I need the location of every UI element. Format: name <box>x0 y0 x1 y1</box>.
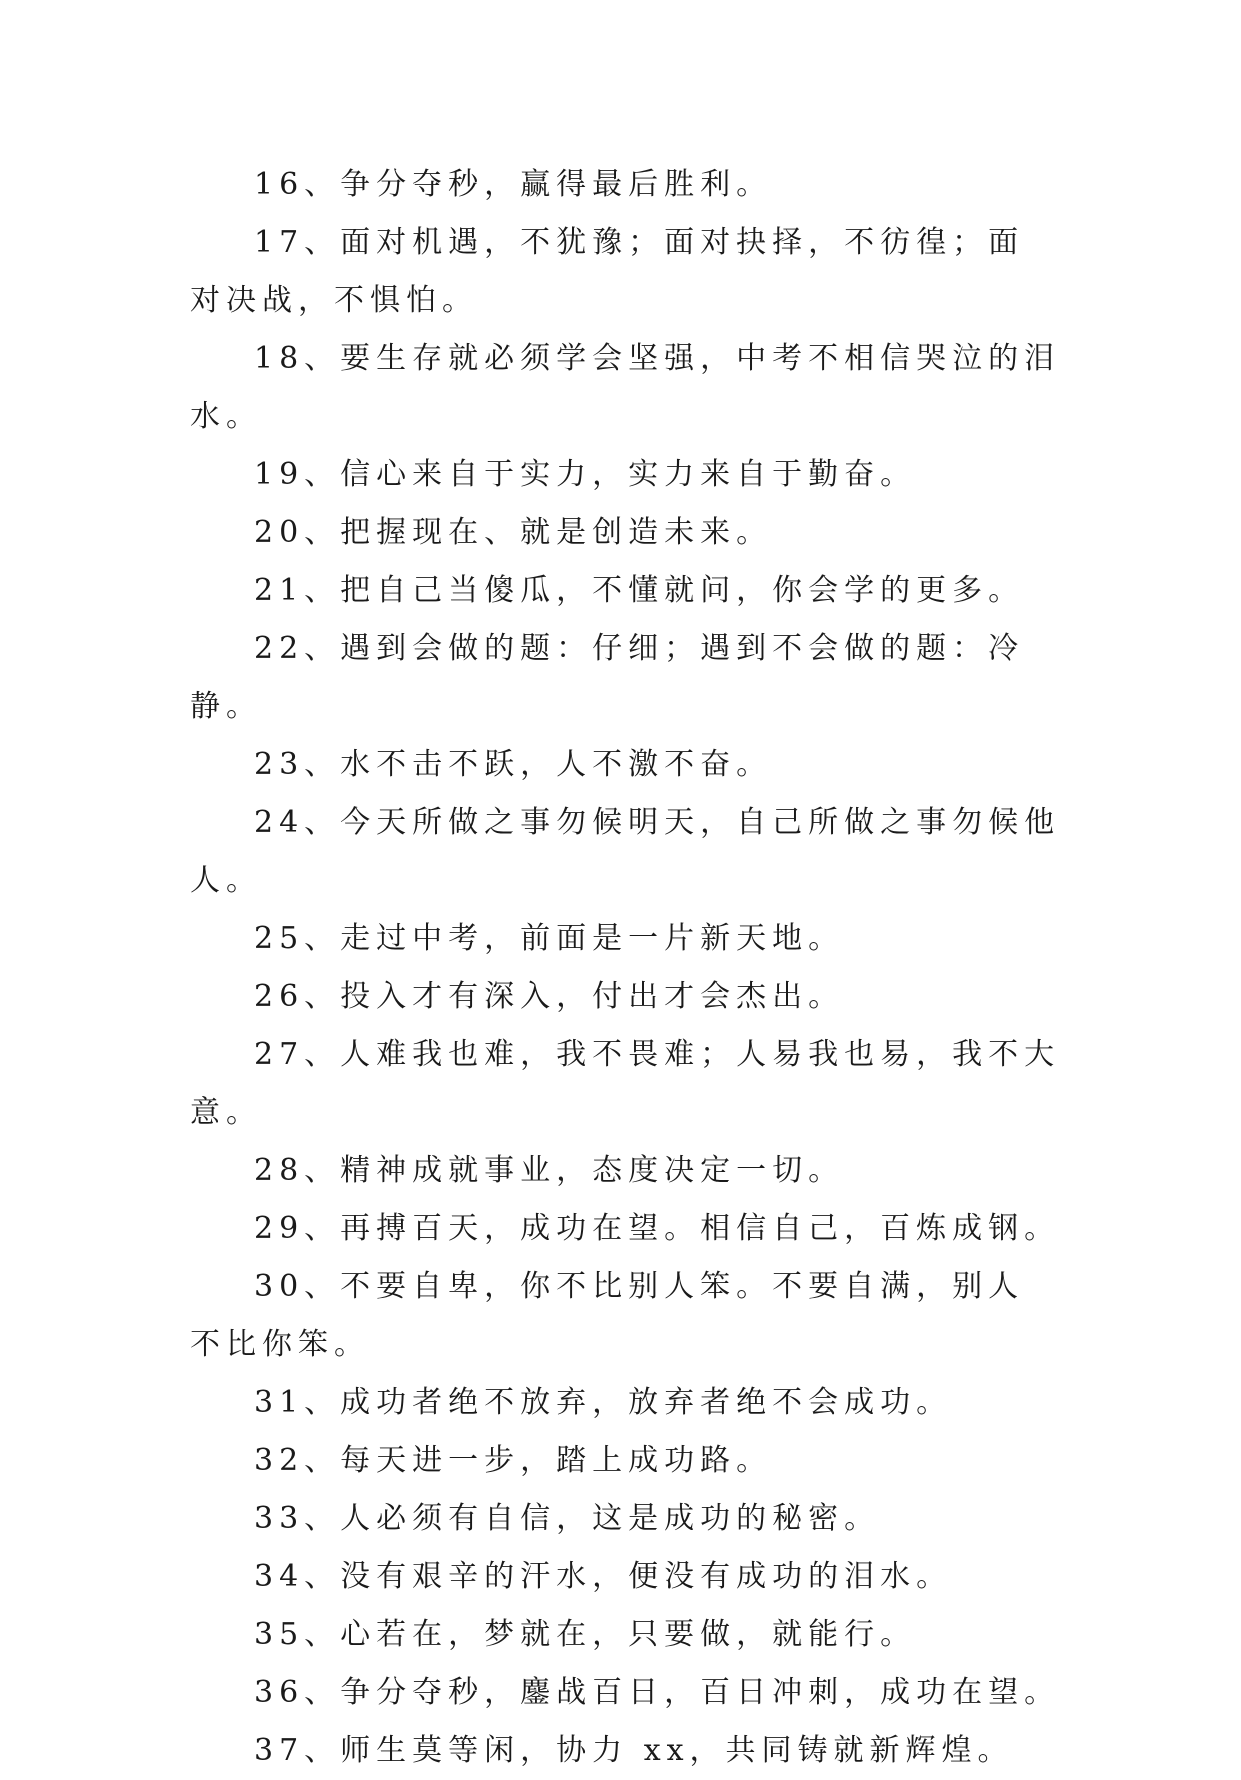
list-item-31: 31、成功者绝不放弃，放弃者绝不会成功。 <box>254 1385 953 1420</box>
list-item-34: 34、没有艰辛的汗水，便没有成功的泪水。 <box>254 1559 953 1594</box>
list-item-33: 33、人必须有自信，这是成功的秘密。 <box>254 1501 881 1536</box>
list-item-30: 30、不要自卑，你不比别人笨。不要自满，别人不比你笨。 <box>190 1269 1025 1362</box>
list-item-28: 28、精神成就事业，态度决定一切。 <box>254 1153 845 1188</box>
list-item-16: 16、争分夺秒，赢得最后胜利。 <box>254 167 773 202</box>
list-item-37: 37、师生莫等闲，协力 xx，共同铸就新辉煌。 <box>254 1733 1014 1768</box>
list-item-24: 24、今天所做之事勿候明天，自己所做之事勿候他人。 <box>190 805 1061 898</box>
list-item-20: 20、把握现在、就是创造未来。 <box>254 515 773 550</box>
list-item-29: 29、再搏百天，成功在望。相信自己，百炼成钢。 <box>254 1211 1061 1246</box>
list-item-25: 25、走过中考，前面是一片新天地。 <box>254 921 845 956</box>
list-item-19: 19、信心来自于实力，实力来自于勤奋。 <box>254 457 917 492</box>
list-item-35: 35、心若在，梦就在，只要做，就能行。 <box>254 1617 917 1652</box>
list-item-32: 32、每天进一步，踏上成功路。 <box>254 1443 773 1478</box>
list-item-23: 23、水不击不跃，人不激不奋。 <box>254 747 773 782</box>
list-item-21: 21、把自己当傻瓜，不懂就问，你会学的更多。 <box>254 573 1025 608</box>
list-item-36: 36、争分夺秒，鏖战百日，百日冲刺，成功在望。 <box>254 1675 1061 1710</box>
list-item-22: 22、遇到会做的题：仔细；遇到不会做的题：冷静。 <box>190 631 1025 724</box>
list-item-27: 27、人难我也难，我不畏难；人易我也易，我不大意。 <box>190 1037 1061 1130</box>
list-item-18: 18、要生存就必须学会坚强，中考不相信哭泣的泪水。 <box>190 341 1061 434</box>
document-body <box>190 156 1080 1780</box>
list-item-17: 17、面对机遇，不犹豫；面对抉择，不彷徨；面对决战，不惧怕。 <box>190 225 1025 318</box>
list-item-26: 26、投入才有深入，付出才会杰出。 <box>254 979 845 1014</box>
